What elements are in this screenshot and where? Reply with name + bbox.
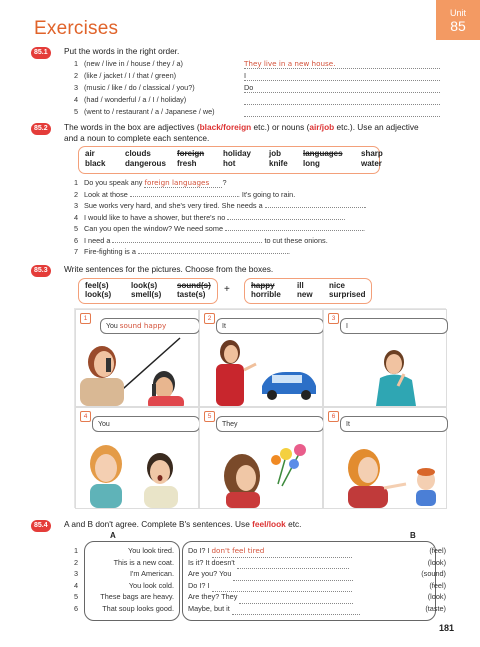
answer-line[interactable] — [232, 604, 360, 616]
box-word: holiday — [223, 149, 252, 158]
row-number: 3 — [74, 569, 79, 578]
ex4-instruction — [64, 519, 301, 529]
item-number: 2 — [74, 71, 79, 80]
sentence-start: Fire-fighting is a — [84, 247, 136, 256]
item-prompt: (new / live in / house / they / a) — [84, 59, 183, 68]
unit-number: 85 — [450, 18, 466, 34]
b-start: Do I? I — [188, 546, 210, 555]
exercise-tag-85-4: 85.4 — [31, 520, 51, 532]
speech-bubble[interactable] — [340, 318, 448, 334]
box-word: feel(s) — [85, 281, 109, 290]
speech-bubble[interactable] — [100, 318, 200, 334]
sentence-start: Look at those — [84, 189, 128, 199]
item-number: 6 — [74, 235, 79, 245]
box-word: new — [297, 290, 313, 299]
panel-number: 4 — [80, 411, 91, 422]
box-word-used: sound(s) — [177, 281, 211, 290]
answer-start: Do — [244, 83, 254, 92]
box-word: air — [85, 149, 95, 158]
ex3-verb-box — [78, 278, 218, 304]
box-word: fresh — [177, 159, 197, 168]
box-word: look(s) — [131, 281, 158, 290]
hint-verb: (look) — [427, 592, 446, 601]
instr-text: The words in the box are adjectives ( — [64, 122, 200, 132]
box-word-used: languages — [303, 149, 343, 158]
box-word: taste(s) — [177, 290, 206, 299]
box-word: surprised — [329, 290, 366, 299]
ex2-word-box — [78, 146, 383, 174]
instr-highlight: black/foreign — [199, 122, 252, 132]
box-word: ill — [297, 281, 304, 290]
word-grid — [79, 147, 383, 168]
answer-line[interactable] — [112, 242, 262, 243]
speech-bubble[interactable] — [92, 416, 200, 432]
ex1-item — [74, 95, 444, 107]
panel-4 — [75, 407, 199, 509]
exercise-tag-85-2: 85.2 — [31, 123, 51, 135]
answer-line[interactable] — [225, 230, 363, 231]
ex4-row — [74, 604, 448, 616]
feeding-baby-illustration — [324, 434, 446, 508]
ex4-row — [74, 569, 448, 581]
box-word: horrible — [251, 290, 281, 299]
ex1-item — [74, 71, 444, 83]
sentence-end: . It's going to rain. — [237, 189, 296, 199]
picture-grid — [74, 308, 446, 508]
answer-line[interactable] — [265, 207, 365, 208]
surprised-faces-illustration — [76, 434, 198, 508]
panel-number: 2 — [204, 313, 215, 324]
item-number: 4 — [74, 212, 79, 222]
ex1-item — [74, 59, 444, 71]
flowers-illustration — [200, 434, 322, 508]
box-word: clouds — [125, 149, 151, 158]
ex2-item — [74, 178, 454, 190]
box-word: water — [361, 159, 382, 168]
ex1-item — [74, 107, 444, 119]
item-prompt: (had / wonderful / a / I / holiday) — [84, 95, 187, 104]
item-number: 3 — [74, 201, 79, 210]
instr-highlight: feel/look — [252, 519, 286, 529]
hint-verb: (sound) — [421, 569, 446, 578]
adjective-grid — [245, 279, 371, 299]
answer-line[interactable] — [244, 95, 440, 105]
item-number: 1 — [74, 59, 79, 68]
b-start: Do I? I — [188, 580, 210, 590]
ex2-list — [74, 178, 454, 259]
column-a-label: A — [110, 531, 116, 540]
a-sentence: I'm American. — [130, 569, 174, 578]
speech-bubble[interactable] — [216, 416, 324, 432]
item-number: 3 — [74, 83, 79, 92]
sentence-start: Can you open the window? We need some — [84, 224, 224, 233]
row-number: 1 — [74, 546, 79, 555]
ex2-item — [74, 236, 454, 248]
b-start: Are they? They — [188, 592, 238, 601]
bubble-start: You — [98, 421, 110, 428]
exercise-tag-85-1: 85.1 — [31, 47, 51, 59]
ex4-row — [74, 546, 448, 558]
bubble-start: I — [346, 323, 348, 330]
answer-line[interactable] — [144, 178, 222, 188]
panel-number: 3 — [328, 313, 339, 324]
instr-text: etc. — [285, 519, 302, 529]
instr-text: etc.) or nouns ( — [251, 122, 310, 132]
hint-verb: (look) — [427, 557, 446, 567]
sick-man-illustration — [324, 334, 446, 406]
panel-number: 6 — [328, 411, 339, 422]
item-number: 7 — [74, 247, 79, 256]
box-word: nice — [329, 281, 346, 290]
item-number: 5 — [74, 224, 79, 233]
bubble-start: It — [346, 421, 350, 428]
sentence-end: . — [364, 201, 367, 210]
ex2-item — [74, 190, 454, 202]
ex2-item — [74, 224, 454, 236]
ex1-item — [74, 83, 444, 95]
answer-line[interactable] — [237, 558, 349, 570]
item-number: 5 — [74, 107, 79, 116]
sentence-start: Sue works very hard, and she's very tired. She needs a — [84, 201, 263, 210]
panel-2 — [199, 309, 323, 407]
bubble-start: You — [106, 323, 118, 330]
exercise-tag-85-3: 85.3 — [31, 265, 51, 277]
bubble-start: It — [222, 323, 226, 330]
box-word-used: happy — [251, 281, 275, 290]
ex1-list — [74, 59, 444, 119]
new-car-illustration — [200, 334, 322, 406]
answer-line[interactable] — [138, 253, 288, 254]
box-word: look(s) — [85, 290, 112, 299]
a-sentence: These bags are heavy. — [100, 592, 174, 601]
speech-bubble[interactable] — [340, 416, 448, 432]
answer-line[interactable] — [233, 569, 353, 581]
row-number: 4 — [74, 580, 79, 590]
box-word: sharp — [361, 149, 383, 158]
ex4-row — [74, 592, 448, 604]
b-start: Are you? You — [188, 569, 232, 578]
ex2-instruction — [64, 122, 454, 144]
phone-call-illustration — [76, 334, 198, 406]
box-word: smell(s) — [131, 290, 162, 299]
answer-line[interactable] — [244, 107, 440, 117]
sentence-start: I would like to have a shower, but there's no — [84, 212, 226, 222]
a-sentence: That soup looks good. — [102, 603, 174, 613]
speech-bubble[interactable] — [216, 318, 324, 334]
ex3-adjective-box — [244, 278, 372, 304]
item-number: 1 — [74, 178, 79, 187]
sentence-end: . — [363, 224, 366, 233]
panel-1 — [75, 309, 199, 407]
sentence-end: . — [343, 212, 346, 222]
ex4-row — [74, 558, 448, 570]
answer-line[interactable] — [244, 83, 440, 93]
b-start: Is it? It doesn't — [188, 557, 235, 567]
answer-line[interactable] — [130, 196, 238, 197]
row-number: 6 — [74, 603, 79, 613]
unit-label: Unit — [449, 8, 466, 18]
unit-badge — [436, 0, 480, 40]
b-start: Maybe, but it — [188, 603, 230, 613]
answer-line[interactable] — [239, 592, 353, 604]
answer-line[interactable] — [212, 581, 352, 593]
hint-verb: (taste) — [425, 603, 446, 613]
answer-text: foreign languages — [144, 178, 210, 187]
ex1-instruction: Put the words in the right order. — [64, 46, 180, 56]
ex4-row — [74, 581, 448, 593]
box-word-used: foreign — [177, 149, 205, 158]
answer-start: I — [244, 71, 247, 80]
panel-number: 5 — [204, 411, 215, 422]
sentence-start: Do you speak any — [84, 178, 143, 187]
hint-verb: (feel) — [429, 580, 446, 590]
instr-highlight: air/job — [309, 122, 335, 132]
ex4-rows — [74, 546, 448, 615]
box-word: knife — [269, 159, 288, 168]
page-number: 181 — [438, 623, 454, 633]
answer-text: sound happy — [119, 321, 167, 330]
ex3-instruction: Write sentences for the pictures. Choose from the boxes. — [64, 264, 274, 274]
instr-text: and a noun to complete each sentence. — [64, 133, 210, 143]
answer-line[interactable] — [244, 71, 440, 81]
answer-text: They live in a new house. — [244, 59, 336, 68]
ex2-item — [74, 213, 454, 225]
panel-5 — [199, 407, 323, 509]
item-prompt: (like / jacket / I / that / green) — [84, 71, 177, 80]
sentence-end: . — [287, 247, 290, 256]
a-sentence: This is a new coat. — [113, 557, 174, 567]
item-number: 4 — [74, 95, 79, 104]
box-word: dangerous — [125, 159, 166, 168]
panel-number: 1 — [80, 313, 91, 324]
answer-line[interactable] — [227, 219, 343, 220]
a-sentence: You look cold. — [128, 580, 174, 590]
item-prompt: (went to / restaurant / a / Japanese / we) — [84, 107, 215, 116]
box-word: long — [303, 159, 320, 168]
box-word: hot — [223, 159, 236, 168]
box-word: job — [269, 149, 281, 158]
answer-line[interactable] — [244, 59, 440, 69]
verb-grid — [79, 279, 217, 299]
answer-line[interactable] — [212, 546, 352, 558]
instr-text: A and B don't agree. Complete B's sentences. Use — [64, 519, 253, 529]
row-number: 5 — [74, 592, 79, 601]
ex2-item — [74, 201, 454, 213]
sentence-start: I need a — [84, 235, 111, 245]
answer-text: don't feel tired — [211, 546, 265, 555]
panel-6 — [323, 407, 447, 509]
ex2-item — [74, 247, 454, 259]
item-number: 2 — [74, 189, 79, 199]
a-sentence: You look tired. — [128, 546, 174, 555]
instr-text: etc.). Use an adjective — [334, 122, 419, 132]
bubble-start: They — [222, 421, 238, 428]
sentence-end: to cut these onions. — [264, 235, 328, 245]
column-b-label: B — [410, 531, 416, 540]
sentence-end: ? — [222, 178, 227, 187]
plus-sign: + — [224, 284, 230, 295]
box-word: black — [85, 159, 106, 168]
page-title: Exercises — [34, 18, 119, 39]
panel-3 — [323, 309, 447, 407]
item-prompt: (music / like / do / classical / you?) — [84, 83, 195, 92]
row-number: 2 — [74, 557, 79, 567]
hint-verb: (feel) — [429, 546, 446, 555]
